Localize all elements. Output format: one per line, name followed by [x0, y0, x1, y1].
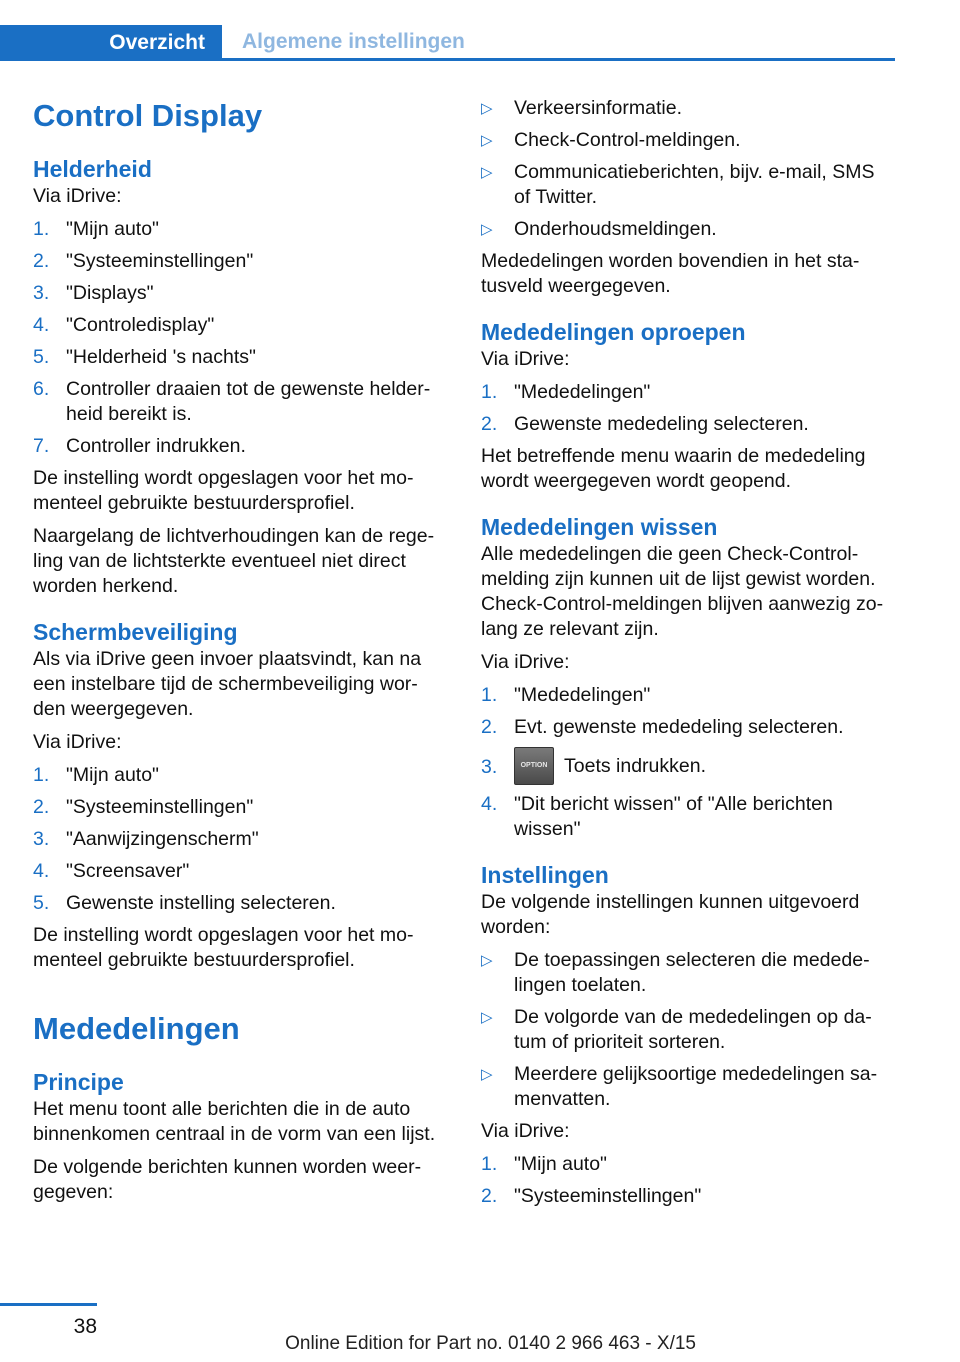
list-text: Verkeersinformatie. — [514, 97, 682, 119]
paragraph: Via iDrive: — [33, 185, 122, 207]
heading-mededelingen-wissen: Mededelingen wissen — [481, 514, 718, 540]
list-text: "Displays" — [66, 282, 154, 304]
list-number: 1. — [481, 381, 498, 403]
option-button-icon: OPTION — [514, 747, 554, 785]
list-item — [33, 281, 441, 306]
steps-instellingen — [481, 1152, 895, 1209]
option-step-text: Toets indrukken. — [564, 754, 706, 777]
list-item — [33, 313, 441, 338]
list-number: 6. — [33, 378, 50, 400]
list-text: "Systeeminstellingen" — [66, 250, 254, 272]
list-text: "Dit bericht wissen" of "Alle berichten wissen" — [514, 793, 833, 840]
list-text: Gewenste mededeling selecteren. — [514, 413, 809, 435]
paragraph: De volgende instellingen kunnen uitgevoerd worden: — [481, 891, 860, 938]
list-number: 1. — [33, 764, 50, 786]
triangle-bullet-icon: ▷ — [481, 100, 493, 117]
list-text: Controller indrukken. — [66, 435, 246, 457]
list-item — [33, 434, 441, 459]
list-item — [33, 891, 441, 916]
list-item — [33, 795, 441, 820]
steps-schermbeveiliging — [33, 763, 441, 916]
list-text: "Mededelingen" — [514, 381, 651, 403]
list-item — [481, 128, 895, 153]
triangle-bullet-icon: ▷ — [481, 164, 493, 181]
triangle-bullet-icon: ▷ — [481, 132, 493, 149]
list-text: Controller draaien tot de gewenste helder-heid bereikt is. — [66, 378, 431, 425]
list-number: 4. — [33, 314, 50, 336]
list-item — [481, 412, 895, 437]
list-text: De volgorde van de mededelingen op da-tum of prioriteit sorteren. — [514, 1006, 872, 1053]
triangle-bullet-icon: ▷ — [481, 1009, 493, 1026]
list-text: Gewenste instelling selecteren. — [66, 892, 336, 914]
page-title: Control Display — [33, 98, 263, 133]
list-item — [481, 948, 895, 998]
list-text: "Mijn auto" — [66, 764, 159, 786]
list-text: De toepassingen selecteren die mededе-lingen toelaten. — [514, 949, 870, 996]
list-number: 5. — [33, 892, 50, 914]
list-item — [481, 1152, 895, 1177]
heading-instellingen: Instellingen — [481, 862, 609, 888]
list-number: 4. — [481, 793, 498, 815]
steps-helderheid — [33, 217, 441, 459]
list-text: Check-Control-meldingen. — [514, 129, 741, 151]
list-number: 1. — [481, 1153, 498, 1175]
left-column — [33, 96, 441, 1213]
heading-helderheid: Helderheid — [33, 156, 152, 182]
list-item — [481, 792, 895, 842]
settings-list — [481, 948, 895, 1112]
paragraph: De instelling wordt opgeslagen voor het mo-menteel gebruikte bestuurdersprofiel. — [33, 924, 414, 971]
heading-schermbeveiliging: Schermbeveiliging — [33, 619, 238, 645]
list-number: 2. — [481, 1185, 498, 1207]
edition-footer: Online Edition for Part no. 0140 2 966 463 - X/15 — [285, 1333, 696, 1354]
list-item — [481, 1062, 895, 1112]
list-item — [33, 827, 441, 852]
list-number: 3. — [481, 756, 498, 778]
list-number: 7. — [33, 435, 50, 457]
list-number: 3. — [33, 282, 50, 304]
list-number: 2. — [481, 716, 498, 738]
list-text: "Helderheid 's nachts" — [66, 346, 256, 368]
list-item — [481, 715, 895, 740]
list-text: "Mededelingen" — [514, 684, 651, 706]
list-text: "Systeeminstellingen" — [514, 1185, 702, 1207]
list-item — [33, 345, 441, 370]
list-text: "Mijn auto" — [514, 1153, 607, 1175]
list-item — [33, 249, 441, 274]
list-item — [481, 747, 895, 785]
paragraph: Alle mededelingen die geen Check-Control-melding zijn kunnen uit de lijst gewist worden. Check-Control-meldingen blijven aanwezig zo-lang ze relevant zijn. — [481, 543, 884, 640]
list-number: 1. — [481, 684, 498, 706]
paragraph: Via iDrive: — [481, 651, 570, 673]
section-title-mededelingen: Mededelingen — [33, 1011, 240, 1046]
paragraph: Het betreffende menu waarin de mededeling wordt weergegeven wordt geopend. — [481, 445, 866, 492]
list-number: 4. — [33, 860, 50, 882]
page-header — [0, 25, 895, 61]
paragraph: Als via iDrive geen invoer plaatsvindt, kan na een instelbare tijd de schermbeveiliging wor-den weergegeven. — [33, 648, 422, 720]
triangle-bullet-icon: ▷ — [481, 952, 493, 969]
list-number: 3. — [33, 828, 50, 850]
steps-wissen — [481, 683, 895, 842]
list-text: Onderhoudsmeldingen. — [514, 218, 717, 240]
page-number: 38 — [73, 1315, 97, 1338]
paragraph: Via iDrive: — [33, 731, 122, 753]
list-item — [33, 763, 441, 788]
list-text: Evt. gewenste mededeling selecteren. — [514, 716, 844, 738]
tab-algemene-instellingen[interactable]: Algemene instellingen — [242, 29, 465, 53]
paragraph: De instelling wordt opgeslagen voor het mo-menteel gebruikte bestuurdersprofiel. — [33, 467, 414, 514]
paragraph: Het menu toont alle berichten die in de auto binnenkomen centraal in de vorm van een lijst. — [33, 1098, 436, 1145]
list-item — [481, 683, 895, 708]
paragraph: Via iDrive: — [481, 1120, 570, 1142]
paragraph: De volgende berichten kunnen worden weer-gegeven: — [33, 1156, 422, 1203]
list-number: 2. — [33, 796, 50, 818]
right-column — [481, 96, 895, 1216]
list-text: "Mijn auto" — [66, 218, 159, 240]
list-item — [481, 1184, 895, 1209]
list-item — [33, 377, 441, 427]
list-text: "Screensaver" — [66, 860, 190, 882]
heading-principe: Principe — [33, 1069, 124, 1095]
list-text: Meerdere gelijksoortige mededelingen sa-menvatten. — [514, 1063, 878, 1110]
list-number: 5. — [33, 346, 50, 368]
paragraph: Via iDrive: — [481, 348, 570, 370]
header-divider — [0, 58, 895, 61]
list-item — [481, 380, 895, 405]
list-text: Communicatieberichten, bijv. e-mail, SMS of Twitter. — [514, 161, 875, 208]
list-item — [481, 217, 895, 242]
list-text: "Controledisplay" — [66, 314, 215, 336]
steps-oproepen — [481, 380, 895, 437]
message-types-list — [481, 96, 895, 242]
list-item — [481, 1005, 895, 1055]
paragraph: Mededelingen worden bovendien in het sta-tusveld weergegeven. — [481, 250, 860, 297]
triangle-bullet-icon: ▷ — [481, 1066, 493, 1083]
list-item — [33, 217, 441, 242]
footer-divider — [0, 1303, 97, 1306]
list-number: 1. — [33, 218, 50, 240]
list-text — [514, 747, 895, 785]
list-item — [481, 96, 895, 121]
list-text: "Aanwijzingenscherm" — [66, 828, 259, 850]
list-item — [481, 160, 895, 210]
paragraph: Naargelang de lichtverhoudingen kan de rege-ling van de lichtsterkte eventueel niet direct worden herkend. — [33, 525, 435, 597]
list-number: 2. — [481, 413, 498, 435]
list-number: 2. — [33, 250, 50, 272]
list-text: "Systeeminstellingen" — [66, 796, 254, 818]
list-item — [33, 859, 441, 884]
tab-overzicht[interactable]: Overzicht — [0, 25, 222, 61]
triangle-bullet-icon: ▷ — [481, 221, 493, 238]
heading-mededelingen-oproepen: Mededelingen oproepen — [481, 319, 746, 345]
